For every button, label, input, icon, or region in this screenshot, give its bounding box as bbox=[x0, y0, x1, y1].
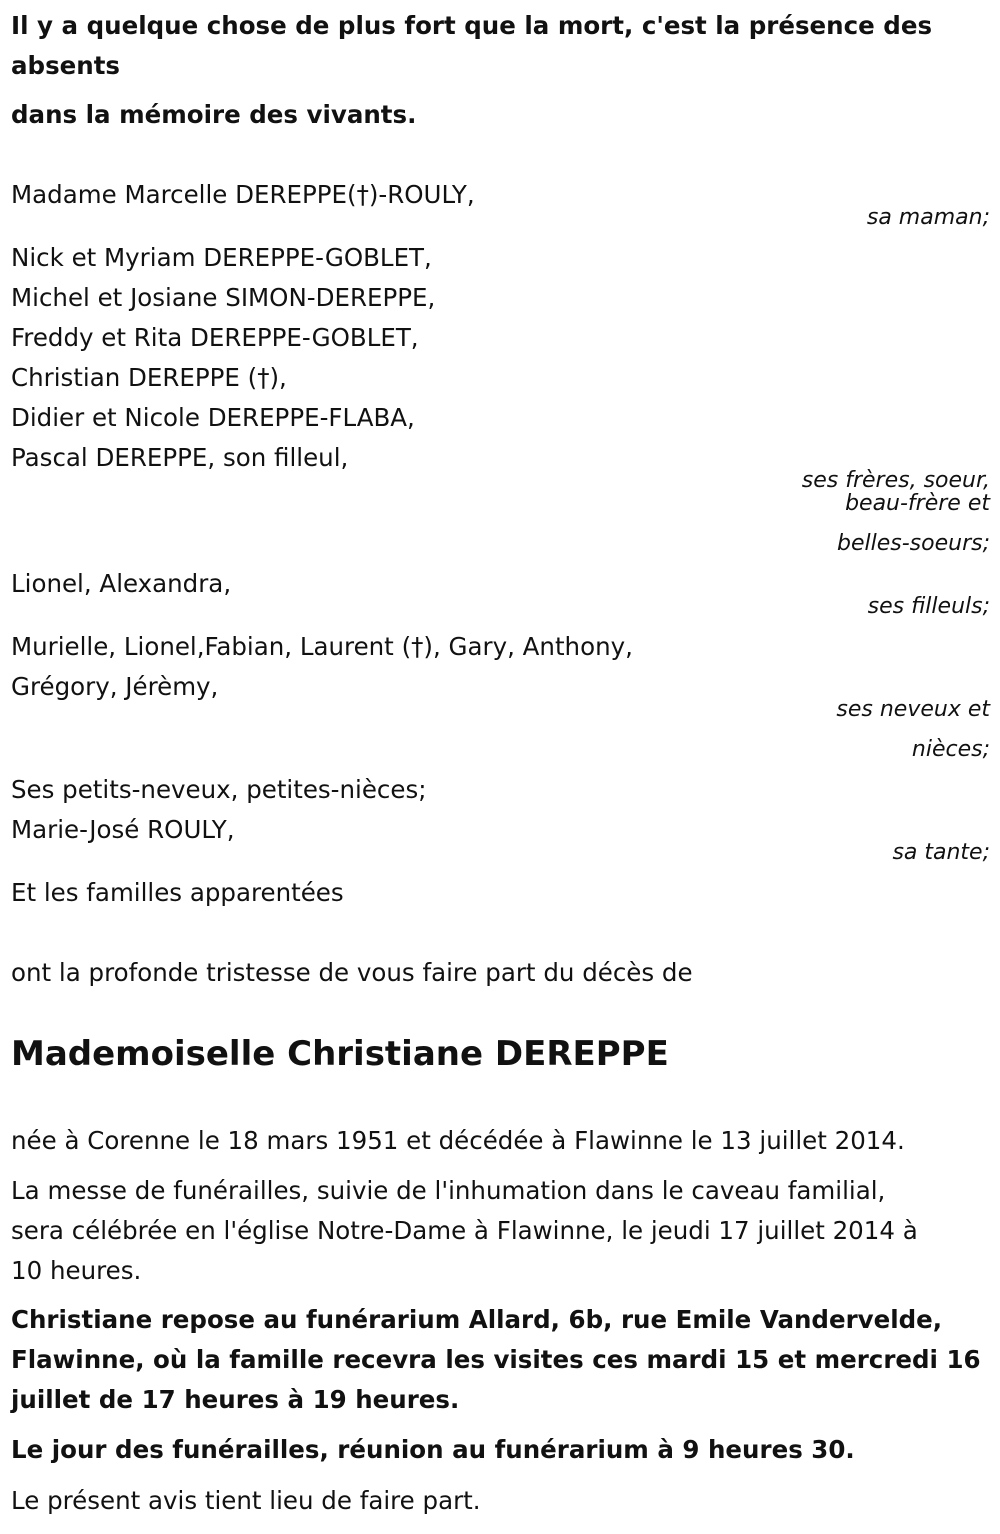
quote-line-3: dans la mémoire des vivants. bbox=[11, 100, 417, 129]
mass-line-1: La messe de funérailles, suivie de l'inhumation dans le caveau familial, bbox=[11, 1176, 886, 1205]
siblings-relation-3: belles-soeurs; bbox=[837, 531, 990, 556]
godchildren-relation: ses filleuls; bbox=[867, 594, 990, 619]
aunt-name: Marie-José ROULY, bbox=[11, 815, 235, 844]
meeting-info: Le jour des funérailles, réunion au funérarium à 9 heures 30. bbox=[11, 1435, 855, 1464]
sibling-line: Didier et Nicole DEREPPE-FLABA, bbox=[11, 403, 415, 432]
sibling-line: Freddy et Rita DEREPPE-GOBLET, bbox=[11, 323, 419, 352]
godchildren-names: Lionel, Alexandra, bbox=[11, 569, 232, 598]
grand-nephews: Ses petits-neveux, petites-nièces; bbox=[11, 775, 427, 804]
related-families: Et les familles apparentées bbox=[11, 878, 344, 907]
siblings-relation-2: beau-frère et bbox=[845, 491, 990, 516]
sibling-line: Christian DEREPPE (†), bbox=[11, 363, 287, 392]
nephews-line-2: Grégory, Jérèmy, bbox=[11, 672, 219, 701]
funerarium-line-1: Christiane repose au funérarium Allard, 6b, rue Emile Vandervelde, bbox=[11, 1305, 943, 1334]
aunt-relation: sa tante; bbox=[892, 840, 990, 865]
nephews-relation-1: ses neveux et bbox=[836, 697, 990, 722]
deceased-name: Mademoiselle Christiane DEREPPE bbox=[11, 1034, 669, 1074]
announcement: ont la profonde tristesse de vous faire part du décès de bbox=[11, 958, 693, 987]
sibling-line: Nick et Myriam DEREPPE-GOBLET, bbox=[11, 243, 432, 272]
quote-line-2: absents bbox=[11, 51, 121, 80]
nephews-relation-2: nièces; bbox=[911, 737, 990, 762]
birth-death-info: née à Corenne le 18 mars 1951 et décédée à Flawinne le 13 juillet 2014. bbox=[11, 1126, 905, 1155]
sibling-line: Michel et Josiane SIMON-DEREPPE, bbox=[11, 283, 436, 312]
quote-line-1: Il y a quelque chose de plus fort que la mort, c'est la présence des bbox=[11, 11, 933, 40]
nephews-line-1: Murielle, Lionel,Fabian, Laurent (†), Gary, Anthony, bbox=[11, 632, 633, 661]
closing-note: Le présent avis tient lieu de faire part. bbox=[11, 1486, 481, 1515]
funerarium-line-2: Flawinne, où la famille recevra les visites ces mardi 15 et mercredi 16 bbox=[11, 1345, 981, 1374]
mother-relation: sa maman; bbox=[866, 205, 990, 230]
mass-line-2: sera célébrée en l'église Notre-Dame à Flawinne, le jeudi 17 juillet 2014 à bbox=[11, 1216, 918, 1245]
sibling-line: Pascal DEREPPE, son filleul, bbox=[11, 443, 349, 472]
funerarium-line-3: juillet de 17 heures à 19 heures. bbox=[11, 1385, 460, 1414]
mother-name: Madame Marcelle DEREPPE(†)-ROULY, bbox=[11, 180, 475, 209]
siblings-relation-1: ses frères, soeur, bbox=[801, 468, 990, 493]
mass-line-3: 10 heures. bbox=[11, 1256, 142, 1285]
